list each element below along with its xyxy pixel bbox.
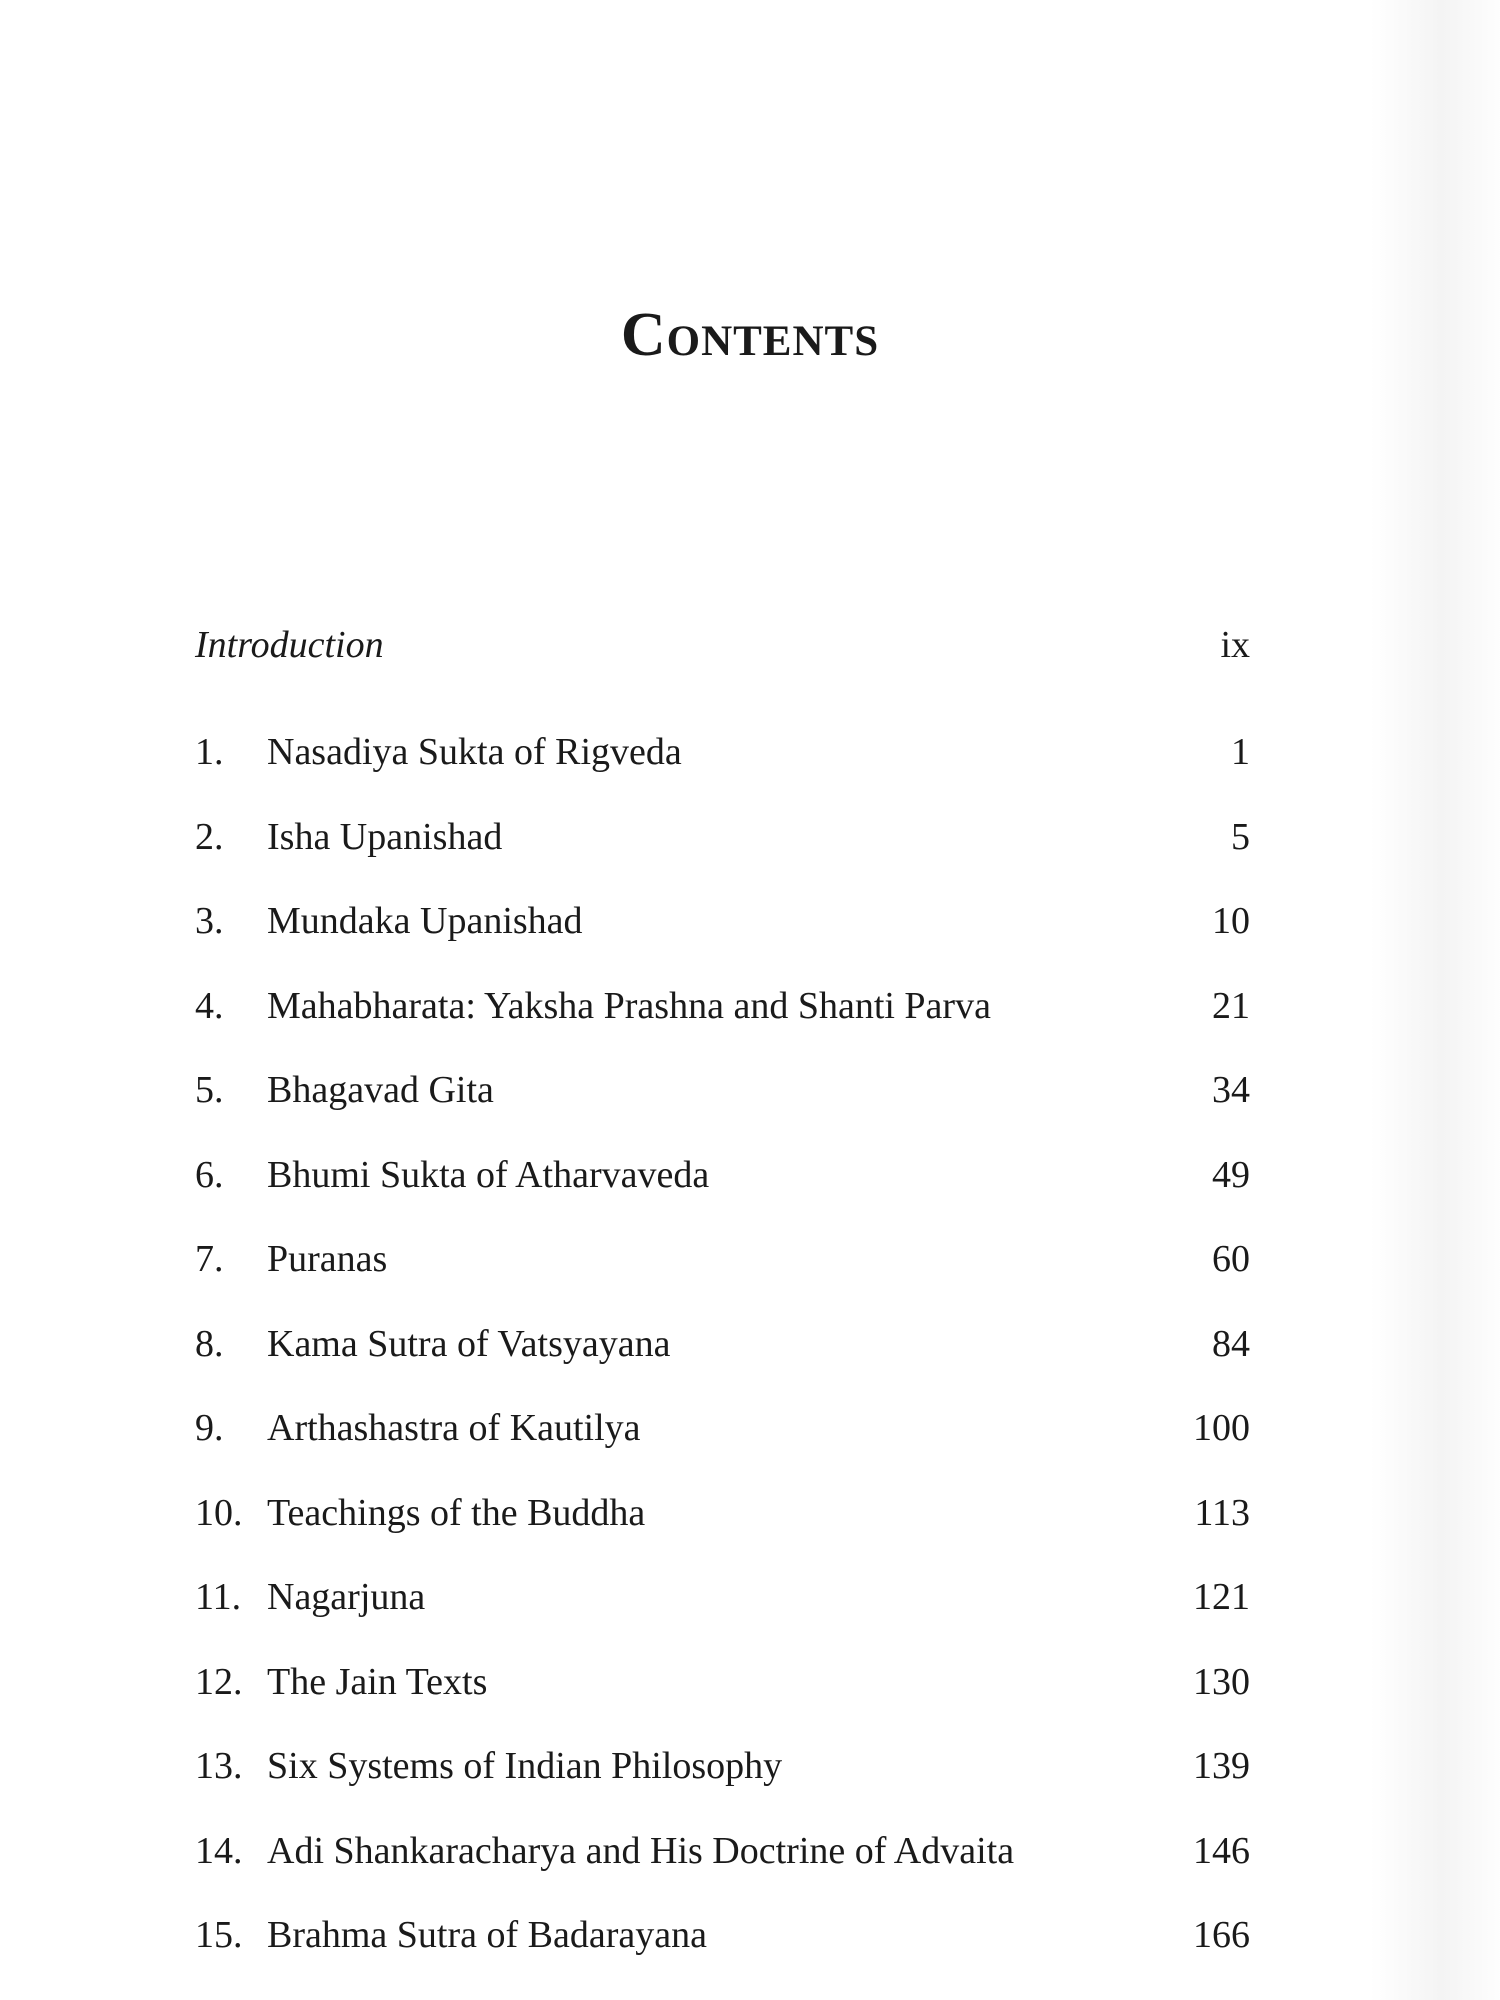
toc-page-number: 49 [1212,1153,1250,1196]
toc-entry-title: The Jain Texts [267,1660,488,1703]
toc-entry-title: Adi Shankaracharya and His Doctrine of Advaita [267,1829,1015,1872]
toc-chapter-number: 4. [195,984,224,1027]
toc-page-number: 166 [1193,1914,1250,1956]
toc-entry-title: Puranas [267,1238,388,1280]
toc-entry [195,1652,1250,1737]
toc-page-number: 1 [1231,731,1250,773]
toc-entry [195,891,1250,976]
toc-entry [195,722,1250,807]
toc-page-number: 100 [1193,1407,1250,1449]
toc-chapter-list [195,722,1250,1990]
toc-page-number: 139 [1193,1745,1250,1787]
toc-page-number: 21 [1212,984,1250,1027]
toc-entry-title: Nagarjuna [267,1576,426,1618]
toc-entry-title: Mundaka Upanishad [267,900,583,942]
toc-page-number: 121 [1193,1576,1250,1618]
toc-chapter-number: 3. [195,900,224,942]
toc-page-number: ix [1220,624,1250,666]
toc-entry [195,1060,1250,1145]
toc-entry-title: Arthashastra of Kautilya [267,1407,641,1449]
toc-chapter-number: 9. [195,1407,224,1449]
toc-entry [195,1314,1250,1399]
toc-chapter-number: 12. [195,1660,243,1703]
toc-entry-title: Introduction [195,624,384,666]
toc-chapter-number: 14. [195,1829,243,1872]
toc-chapter-number: 7. [195,1238,224,1280]
toc-chapter-number: 1. [195,731,224,773]
toc-page-number: 5 [1231,815,1250,858]
toc-entry [195,1229,1250,1314]
toc-entry-title: Bhumi Sukta of Atharvaveda [267,1153,710,1196]
toc-page-number: 10 [1212,900,1250,942]
toc-entry-title: Brahma Sutra of Badarayana [267,1914,707,1956]
toc-page-number: 34 [1212,1069,1250,1111]
toc-page-number: 84 [1212,1322,1250,1365]
toc-chapter-number: 11. [195,1576,242,1618]
toc-entry-title: Six Systems of Indian Philosophy [267,1745,783,1787]
toc-page-number: 146 [1193,1829,1250,1872]
toc-entry-title: Teachings of the Buddha [267,1491,646,1534]
toc-page-number: 130 [1193,1660,1250,1703]
page-edge-shadow [1370,0,1500,2000]
toc-chapter-number: 15. [195,1914,243,1956]
toc-page-number: 60 [1212,1238,1250,1280]
toc-entry [195,1905,1250,1990]
toc-entry [195,1821,1250,1906]
toc-chapter-number: 5. [195,1069,224,1111]
toc-entry-title: Bhagavad Gita [267,1069,494,1111]
page-title: Contents [620,301,880,369]
toc-entry [195,1483,1250,1568]
toc-entry [195,1567,1250,1652]
toc-chapter-number: 10. [195,1491,243,1534]
toc-entry [195,1145,1250,1230]
toc-entry [195,807,1250,892]
toc-entry [195,1398,1250,1483]
toc-chapter-number: 13. [195,1745,243,1787]
toc-entry-title: Mahabharata: Yaksha Prashna and Shanti Parva [267,984,991,1027]
toc-page-number: 113 [1194,1491,1250,1534]
toc-chapter-number: 2. [195,815,224,858]
toc-entry [195,1736,1250,1821]
toc-entry-title: Kama Sutra of Vatsyayana [267,1322,671,1365]
toc-entry [195,976,1250,1061]
toc-entry-title: Nasadiya Sukta of Rigveda [267,731,682,773]
toc-chapter-number: 8. [195,1322,224,1365]
toc-entry-introduction [195,615,1250,675]
toc-entry-title: Isha Upanishad [267,815,503,858]
toc-chapter-number: 6. [195,1153,224,1196]
